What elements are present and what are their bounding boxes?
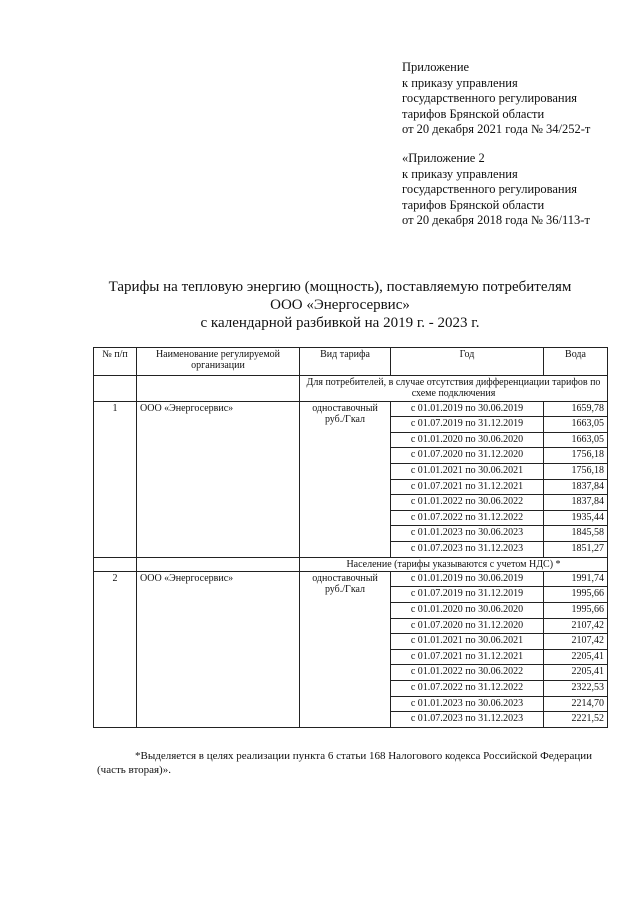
col-header-num: № п/п: [94, 348, 137, 376]
title-line: ООО «Энергосервис»: [270, 297, 410, 313]
period-cell: с 01.07.2020 по 31.12.2020: [391, 448, 544, 464]
organization-name: ООО «Энергосервис»: [137, 571, 300, 727]
header-line: государственного регулирования: [402, 91, 578, 105]
header-line: тарифов Брянской области: [402, 197, 545, 212]
period-cell: с 01.07.2022 по 31.12.2022: [391, 510, 544, 526]
tariff-type: одноставочный руб./Гкал: [300, 571, 391, 727]
tariff-value-cell: 2205,41: [544, 665, 608, 681]
header-line: к приказу управления: [402, 166, 518, 181]
document-title: [60, 278, 620, 332]
col-header-type: Вид тарифа: [300, 348, 391, 376]
group-label: Население (тарифы указываются с учетом НДС) *: [300, 557, 608, 571]
tariff-value-cell: 1845,58: [544, 526, 608, 542]
period-cell: с 01.07.2023 по 31.12.2023: [391, 712, 544, 728]
tariff-value-cell: 1663,05: [544, 432, 608, 448]
period-cell: с 01.01.2022 по 30.06.2022: [391, 495, 544, 511]
tariff-value-cell: 2214,70: [544, 696, 608, 712]
period-cell: с 01.07.2021 по 31.12.2021: [391, 479, 544, 495]
tariff-value-cell: 2221,52: [544, 712, 608, 728]
period-cell: с 01.01.2021 по 30.06.2021: [391, 634, 544, 650]
period-cell: с 01.07.2019 по 31.12.2019: [391, 417, 544, 433]
table-row: [94, 571, 608, 587]
footnote-line: (часть вторая)».: [97, 764, 171, 776]
period-cell: с 01.07.2019 по 31.12.2019: [391, 587, 544, 603]
tariff-value-cell: 2322,53: [544, 680, 608, 696]
col-header-org: Наименование регулируемой организации: [137, 348, 300, 376]
col-header-water: Вода: [544, 348, 608, 376]
table-row: [94, 401, 608, 417]
appendix-header: [402, 60, 590, 138]
period-cell: с 01.01.2019 по 30.06.2019: [391, 401, 544, 417]
title-line: с календарной разбивкой на 2019 г. - 2023 г.: [200, 315, 480, 331]
period-cell: с 01.07.2020 по 31.12.2020: [391, 618, 544, 634]
group-label: Для потребителей, в случае отсутствия дифференциации тарифов по схеме подключения: [300, 376, 608, 402]
header-line: от 20 декабря 2021 года № 34/252-т: [402, 122, 591, 136]
tariff-value-cell: 1851,27: [544, 541, 608, 557]
tariff-value-cell: 1756,18: [544, 448, 608, 464]
empty-cell: [137, 376, 300, 402]
tariff-value-cell: 2107,42: [544, 634, 608, 650]
row-number: 1: [94, 401, 137, 557]
tariff-value-cell: 1756,18: [544, 463, 608, 479]
appendix-2-header: [402, 151, 590, 229]
tariff-value-cell: 2205,41: [544, 649, 608, 665]
period-cell: с 01.01.2020 по 30.06.2020: [391, 603, 544, 619]
footnote-line: *Выделяется в целях реализации пункта 6 статьи 168 Налогового кодекса Российской Федерации: [135, 750, 593, 762]
period-cell: с 01.01.2022 по 30.06.2022: [391, 665, 544, 681]
header-line: «Приложение 2: [402, 151, 485, 165]
period-cell: с 01.01.2023 по 30.06.2023: [391, 526, 544, 542]
header-line: от 20 декабря 2018 года № 36/113-т: [402, 213, 590, 227]
period-cell: с 01.01.2020 по 30.06.2020: [391, 432, 544, 448]
organization-name: ООО «Энергосервис»: [137, 401, 300, 557]
table-body: [94, 376, 608, 728]
tariff-value-cell: 1837,84: [544, 495, 608, 511]
period-cell: с 01.01.2023 по 30.06.2023: [391, 696, 544, 712]
row-number: 2: [94, 571, 137, 727]
header-line: Приложение: [402, 60, 470, 74]
group-label-row: [94, 557, 608, 571]
tariff-value-cell: 1659,78: [544, 401, 608, 417]
header-line: тарифов Брянской области: [402, 106, 545, 121]
empty-cell: [137, 557, 300, 571]
period-cell: с 01.07.2022 по 31.12.2022: [391, 680, 544, 696]
period-cell: с 01.07.2023 по 31.12.2023: [391, 541, 544, 557]
tariff-value-cell: 1995,66: [544, 587, 608, 603]
table-header-row: [94, 348, 608, 376]
tariff-type: одноставочный руб./Гкал: [300, 401, 391, 557]
tariff-value-cell: 2107,42: [544, 618, 608, 634]
tariff-value-cell: 1837,84: [544, 479, 608, 495]
tariff-value-cell: 1935,44: [544, 510, 608, 526]
tariff-value-cell: 1995,66: [544, 603, 608, 619]
col-header-year: Год: [391, 348, 544, 376]
period-cell: с 01.01.2021 по 30.06.2021: [391, 463, 544, 479]
footnote: [97, 749, 597, 777]
empty-cell: [94, 557, 137, 571]
period-cell: с 01.07.2021 по 31.12.2021: [391, 649, 544, 665]
title-line: Тарифы на тепловую энергию (мощность), поставляемую потребителям: [108, 279, 572, 295]
tariff-table: [93, 347, 608, 728]
period-cell: с 01.01.2019 по 30.06.2019: [391, 571, 544, 587]
group-label-row: [94, 376, 608, 402]
tariff-value-cell: 1663,05: [544, 417, 608, 433]
header-line: к приказу управления: [402, 75, 518, 90]
tariff-value-cell: 1991,74: [544, 571, 608, 587]
header-line: государственного регулирования: [402, 182, 578, 196]
empty-cell: [94, 376, 137, 402]
